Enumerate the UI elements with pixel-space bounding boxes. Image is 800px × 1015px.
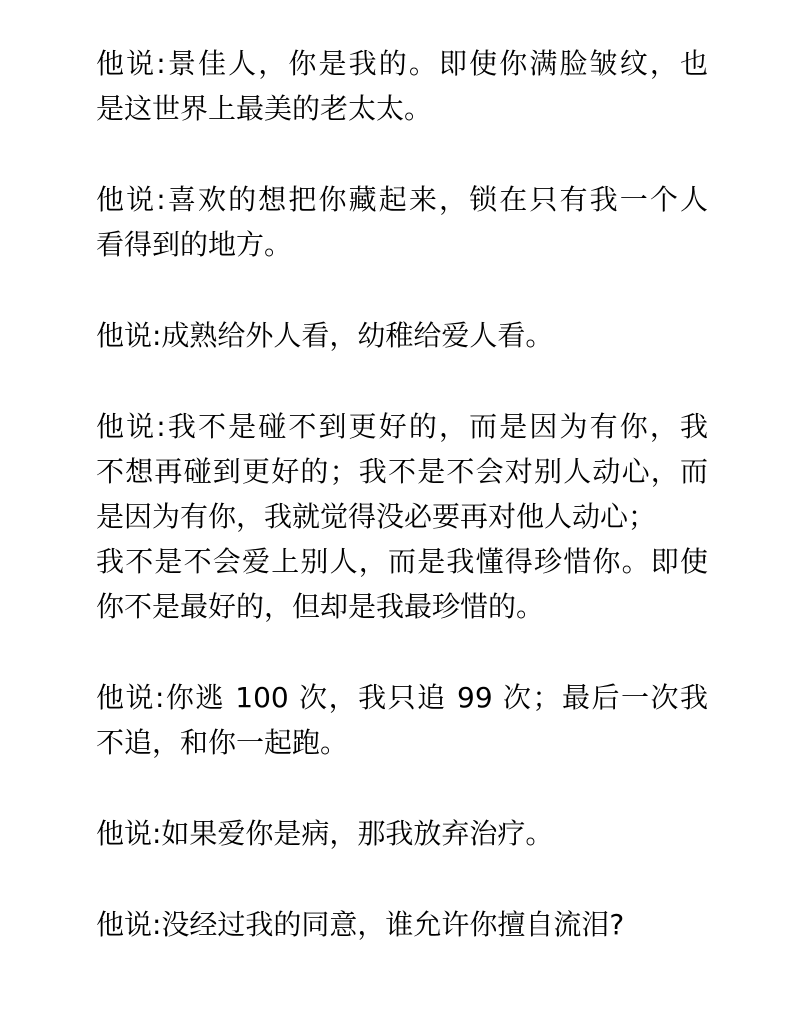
text-line: 不追，和你一起跑。 bbox=[96, 726, 349, 759]
text-line: 他说:如果爱你是病，那我放弃治疗。 bbox=[96, 817, 554, 850]
text-line: 他说:景佳人，你是我的。即使你满脸皱纹，也 bbox=[96, 47, 708, 80]
paragraph-1 bbox=[96, 41, 708, 131]
text-line: 你不是最好的，但却是我最珍惜的。 bbox=[96, 590, 545, 623]
paragraph-3 bbox=[96, 313, 708, 358]
paragraph-5 bbox=[96, 675, 708, 765]
text-line: 是因为有你，我就觉得没必要再对他人动心； bbox=[96, 500, 657, 533]
text-line: 他说:喜欢的想把你藏起来，锁在只有我一个人 bbox=[96, 183, 708, 216]
text-line: 他说:成熟给外人看，幼稚给爱人看。 bbox=[96, 319, 554, 352]
text-line: 他说:你逃 100 次，我只追 99 次；最后一次我 bbox=[96, 681, 708, 714]
text-line: 他说:我不是碰不到更好的，而是因为有你，我 bbox=[96, 410, 708, 443]
text-line: 不想再碰到更好的；我不是不会对别人动心，而 bbox=[96, 455, 708, 488]
text-line: 我不是不会爱上别人，而是我懂得珍惜你。即使 bbox=[96, 545, 708, 578]
paragraph-6 bbox=[96, 811, 708, 856]
text-line: 他说:没经过我的同意，谁允许你擅自流泪? bbox=[96, 908, 625, 941]
paragraph-2 bbox=[96, 177, 708, 267]
document-body bbox=[96, 41, 708, 993]
paragraph-7 bbox=[96, 902, 708, 947]
text-line: 看得到的地方。 bbox=[96, 228, 293, 261]
paragraph-4 bbox=[96, 404, 708, 629]
text-line: 是这世界上最美的老太太。 bbox=[96, 92, 433, 125]
